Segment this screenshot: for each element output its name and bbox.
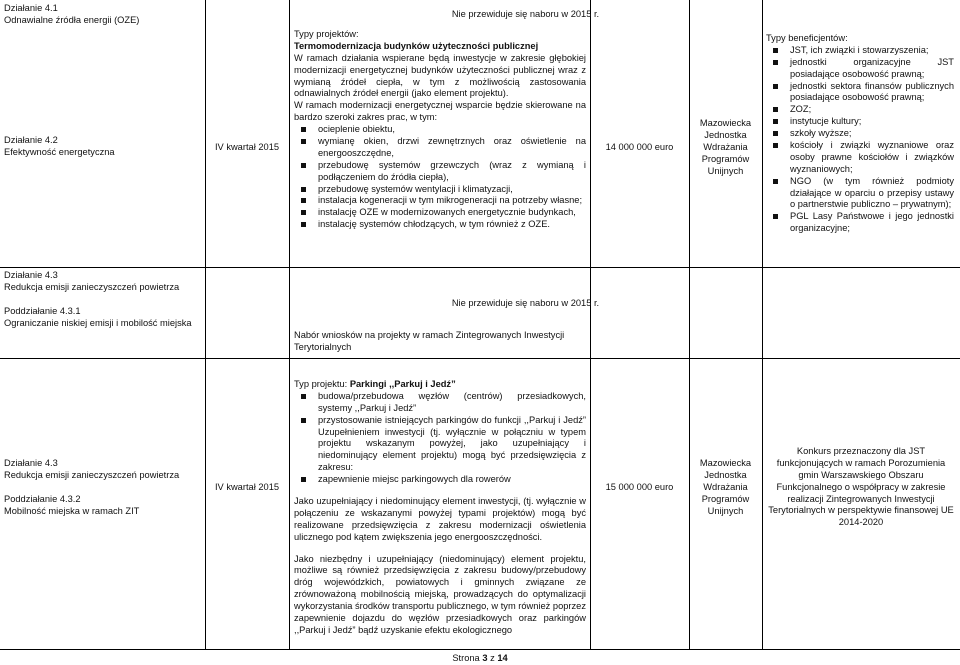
row3-measure: Działanie 4.3 Redukcja emisji zanieczyszczeń powietrza Poddziałanie 4.3.2 Mobilność miejska w ramach ZIT — [4, 458, 180, 516]
row1-quarter: IV kwartał 2015 — [214, 142, 280, 152]
row1-amount: 14 000 000 euro — [605, 142, 674, 152]
row3-beneficiaries: Konkurs przeznaczony dla JST funkcjonujących w ramach Porozumienia gmin Warszawskiego Obszaru Funkcjonalnego o współpracy w zakresie realizacji Zintegrowanych Inwestycji Terytorialnych w perspektywie finansowej UE 2014-2020 — [768, 446, 954, 528]
row2-measure: Działanie 4.3 Redukcja emisji zanieczyszczeń powietrza Poddziałanie 4.3.1 Ograniczanie niskiej emisji i mobilość miejska — [4, 270, 192, 328]
row1-header-note: Nie przewiduje się naboru w 2015 r. — [451, 9, 600, 19]
grid-line — [0, 267, 960, 268]
grid-line — [0, 358, 960, 359]
row1-works-list: ocieplenie obiektu, wymianę okien, drzwi zewnętrznych oraz oświetlenie na energooszczędne, przebudowę systemów grzewczych (wraz z wymianą i podłączeniem do źródła ciepła), przebudowę systemów wentylacji i klimatyzacji, instalacja kogeneracji w tym mikrogeneracji na potrzeby własne; instalację OZE w modernizowanych energetycznie budynkach, instalację systemów chłodzących, w tym również z OZE. — [318, 124, 586, 230]
grid-line — [590, 0, 591, 649]
row3-institution: Mazowiecka Jednostka Wdrażania Programów Unijnych — [699, 458, 752, 516]
grid-line — [205, 0, 206, 649]
row3-amount: 15 000 000 euro — [605, 482, 674, 492]
row1-project-types: Typy projektów: Termomodernizacja budynków użyteczności publicznej W ramach działania wspierane będą inwestycje w zakresie głębokiej modernizacji energetycznej budynków użyteczności publicznej wraz z wymianą źródeł ciepła, w tym z możliwością zastosowania odnawialnych źródeł energii (jako element projektu). W ramach modernizacji energetycznej wsparcie będzie skierowane na bardzo szeroki zakres prac, w tym: ocieplenie obiektu, wymianę okien, drzwi zewnętrznych oraz oświetlenie na energooszczędne, przebudowę systemów grzewczych (wraz z wymianą i podłączeniem do źródła ciepła), przebudowę systemów wentylacji i klimatyzacji, instalacja kogeneracji w tym mikrogeneracji na potrzeby własne; instalację OZE w modernizowanych energetycznie budynkach, instalację systemów chłodzących, w tym również z OZE. — [294, 29, 586, 230]
row3-project-types: Typ projektu: Parkingi ,,Parkuj i Jedź” budowa/przebudowa węzłów (centrów) przesiadkowych, systemy ,,Parkuj i Jedź” przystosowanie istniejących parkingów do funkcji ,,Parkuj i Jedź” Uzupełnieniem inwestycji (tj. wyłącznie w połączniu w typem projektu wskazanym powyżej, jako uzupełniający i niedominujący element projektu) mogą być przedsięwzięcia z zakresu: zapewnienie miejsc parkingowych dla rowerów Jako uzupełniający i niedominujący element inwestycji, (tj. wyłącznie w połączeniu ze wskazanymi powyżej typami projektów) mogą być realizowane przedsięwzięcia z zakresu modernizacji oświetlenia ulicznego pod kątem zwiększenia jego energooszczędności. Jako niezbędny i uzupełniający (niedominujący) element projektu, możliwe są również przedsięwzięcia z zakresu budowy/przebudowy dróg wojewódzkich, powiatowych i gminnych związane ze zrównoważoną mobilnością miejską, prowadzących do optymalizacji wykorzystania środków transportu publicznego, w tym również poprzez zapewnienie dojazdu do węzłów przesiadkowych oraz parkingów ,,Parkuj i Jedź” bądź uzyskanie efektu ekologicznego — [294, 379, 586, 635]
row1-beneficiaries: Typy beneficjentów: JST, ich związki i stowarzyszenia; jednostki organizacyjne JST posiadające osobowość prawną; jednostki sektora finansów publicznych posiadające osobowość prawną; ZOZ; instytucje kultury; szkoły wyższe; kościoły i związki wyznaniowe oraz osoby prawne kościołów i związków wyznaniowych; NGO (w tym również podmioty działające w oparciu o przepisy ustawy o partnerstwie publiczno – prywatnym); PGL Lasy Państwowe i jego jednostki organizacyjne; — [766, 33, 954, 234]
row3-project-list: budowa/przebudowa węzłów (centrów) przesiadkowych, systemy ,,Parkuj i Jedź” przystosowanie istniejących parkingów do funkcji ,,Parkuj i Jedź” Uzupełnieniem inwestycji (tj. wyłącznie w połączniu w typem projektu wskazanym powyżej, jako uzupełniający i niedominujący element projektu) mogą być przedsięwzięcia z zakresu: zapewnienie miejsc parkingowych dla rowerów — [318, 390, 586, 485]
grid-line — [689, 0, 690, 649]
row1-measure-bottom: Działanie 4.2 Efektywność energetyczna — [4, 135, 115, 157]
row3-quarter: IV kwartał 2015 — [214, 482, 280, 492]
row1-measure-top: Działanie 4.1 Odnawialne źródła energii (OZE) — [4, 3, 140, 25]
row1-institution: Mazowiecka Jednostka Wdrażania Programów Unijnych — [699, 118, 752, 176]
row2-project-types: Nabór wniosków na projekty w ramach Zintegrowanych Inwestycji Terytorialnych — [294, 330, 565, 352]
row2-header-note: Nie przewiduje się naboru w 2015 r. — [451, 298, 600, 308]
row1-beneficiaries-list: JST, ich związki i stowarzyszenia; jednostki organizacyjne JST posiadające osobowość prawną; jednostki sektora finansów publicznych posiadające osobowość prawną; ZOZ; instytucje kultury; szkoły wyższe; kościoły i związki wyznaniowe oraz osoby prawne kościołów i związków wyznaniowych; NGO (w tym również podmioty działające w oparciu o przepisy ustawy o partnerstwie publiczno – prywatnym); PGL Lasy Państwowe i jego jednostki organizacyjne; — [790, 44, 954, 234]
grid-line — [0, 649, 960, 650]
page-footer: Strona 3 z 14 — [452, 653, 508, 663]
